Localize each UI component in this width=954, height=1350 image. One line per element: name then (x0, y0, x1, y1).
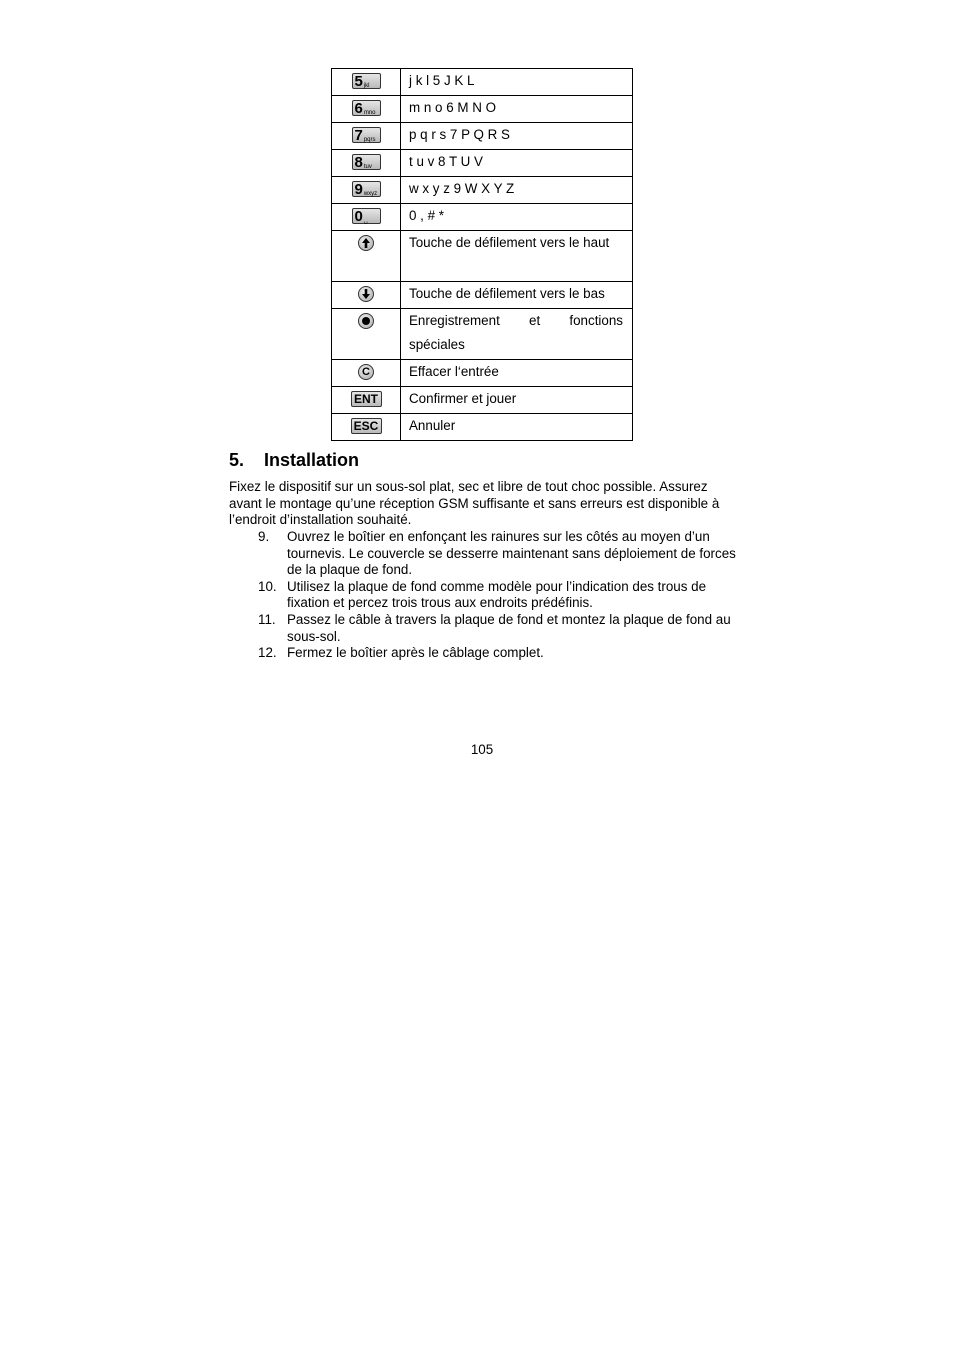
key-description: Annuler (401, 414, 633, 441)
table-row (332, 231, 633, 282)
list-item: 11. Passez le câble à travers la plaque de fond et montez la plaque de fond au sous-sol. (258, 611, 731, 644)
table-row (332, 69, 633, 96)
down-arrow-icon (358, 286, 374, 302)
key-5-icon: 5jkl (352, 73, 381, 89)
list-item: 12. Fermez le boîtier après le câblage complet. (258, 645, 544, 661)
key-description: Touche de défilement vers le bas (401, 282, 633, 309)
key-description: m n o 6 M N O (401, 96, 633, 123)
key-description: t u v 8 T U V (401, 150, 633, 177)
table-row (332, 150, 633, 177)
key-description: j k l 5 J K L (401, 69, 633, 96)
table-row (332, 282, 633, 309)
key-description: Touche de défilement vers le haut (401, 231, 633, 282)
key-description: Enregistrement et fonctions spéciales (401, 309, 633, 360)
table-row (332, 177, 633, 204)
installation-steps (229, 529, 739, 662)
section-heading (229, 450, 359, 471)
list-item: 10. Utilisez la plaque de fond comme modèle pour l’indication des trous de fixation et percez trois trous aux endroits prédéfinis. (258, 578, 707, 611)
section-number: 5. (229, 450, 245, 470)
key-9-icon: 9wxyz (352, 181, 381, 197)
table-row (332, 204, 633, 231)
table-row (332, 96, 633, 123)
table-row (332, 414, 633, 441)
key-description: Effacer l‘entrée (401, 360, 633, 387)
list-item: 9. Ouvrez le boîtier en enfonçant les rainures sur les côtés au moyen d’un tournevis. Le couvercle se desserre maintenant sans déploiement de forces de la plaque de fond. (258, 529, 736, 578)
key-6-icon: 6mno (352, 100, 381, 116)
keypad-table (331, 68, 633, 441)
clear-key-icon: C (358, 364, 374, 380)
enter-key-icon: ENT (351, 391, 382, 407)
up-arrow-icon (358, 235, 374, 251)
intro-paragraph: Fixez le dispositif sur un sous-sol plat, sec et libre de tout choc possible. Assurez avant le montage qu’une réception GSM suffisante et sans erreurs est disponible à l’endroit d’installation souhaité. (229, 479, 720, 528)
key-0-icon: 0␣ (352, 208, 381, 224)
page-number: 105 (470, 742, 494, 757)
table-row (332, 309, 633, 360)
table-row (332, 360, 633, 387)
escape-key-icon: ESC (351, 418, 382, 434)
table-row (332, 123, 633, 150)
key-8-icon: 8tuv (352, 154, 381, 170)
key-description: 0 , # * (401, 204, 633, 231)
key-7-icon: 7pqrs (352, 127, 381, 143)
key-description: w x y z 9 W X Y Z (401, 177, 633, 204)
table-row (332, 387, 633, 414)
key-description: p q r s 7 P Q R S (401, 123, 633, 150)
key-description: Confirmer et jouer (401, 387, 633, 414)
section-title: Installation (264, 450, 360, 470)
record-dot-icon (358, 313, 374, 329)
